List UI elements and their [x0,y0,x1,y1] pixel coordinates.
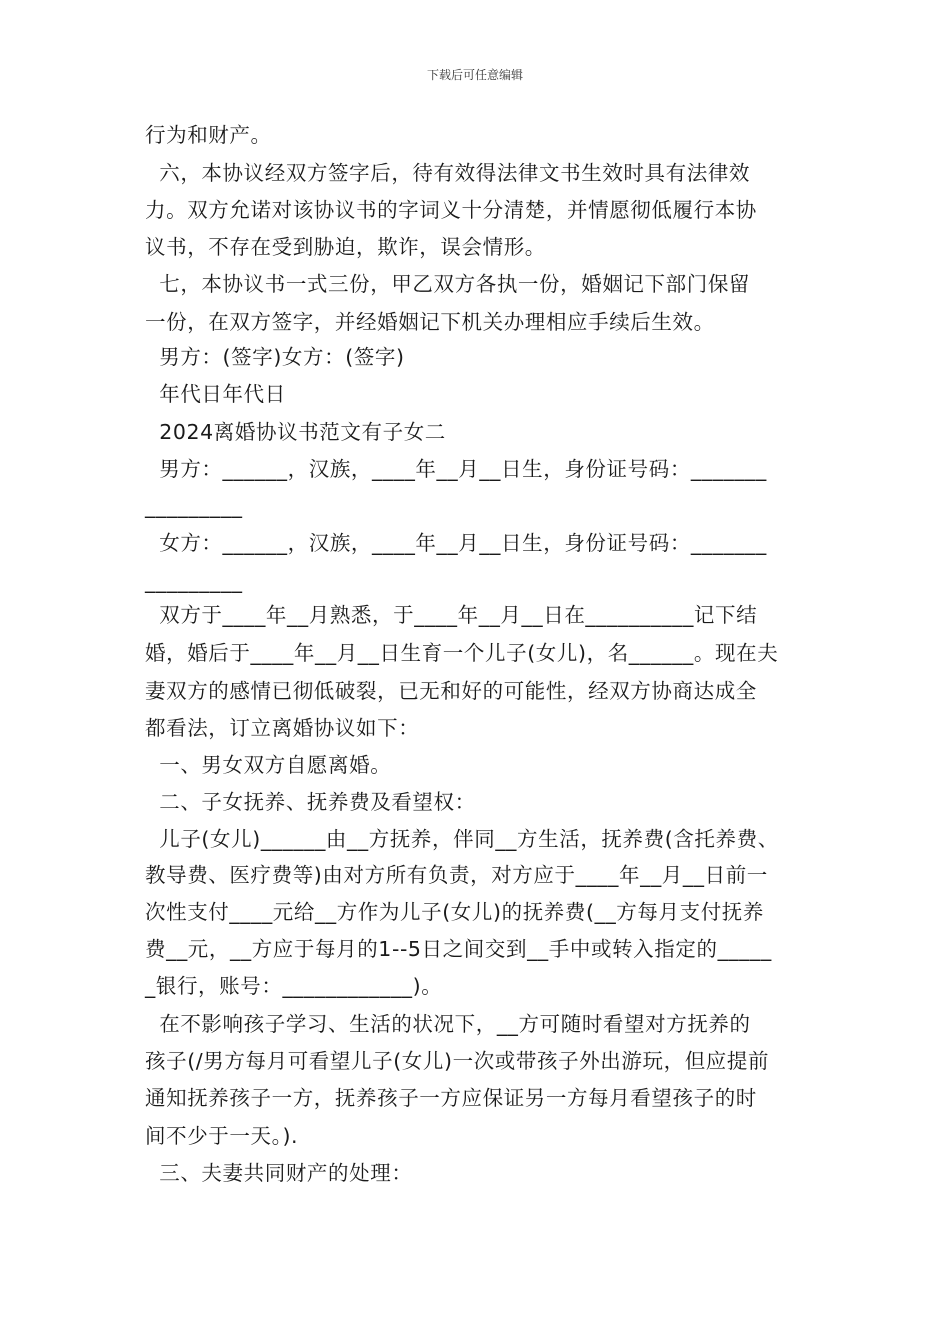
page-header: 下载后可任意编辑 [426,68,523,82]
text-line: 男方：______，汉族，____年__月__日生，身份证号码：_______ [145,457,767,481]
text-line: 一、男女双方自愿离婚。 [145,753,392,777]
text-line: 男方：(签字)女方：(签字) [145,345,405,369]
text-line: 间不少于一天。). [145,1124,299,1148]
text-line: 在不影响孩子学习、生活的状况下，__方可随时看望对方抚养的 [145,1012,751,1036]
text-line: 行为和财产。 [145,123,272,147]
text-line: 七，本协议书一式三份，甲乙双方各执一份，婚姻记下部门保留 [145,272,751,296]
text-line: 次性支付____元给__方作为儿子(女儿)的抚养费(__方每月支付抚养 [145,900,764,924]
text-line: 婚，婚后于____年__月__日生育一个儿子(女儿)，名______。现在夫 [145,641,779,665]
text-line: _银行，账号：____________)。 [145,974,443,998]
text-line: 费__元，__方应于每月的1--5日之间交到__手中或转入指定的_____ [145,937,772,961]
text-line: 六，本协议经双方签字后，待有效得法律文书生效时具有法律效 [145,161,751,185]
text-line: 年代日年代日 [145,382,286,406]
text-line: 儿子(女儿)______由__方抚养，伴同__方生活，抚养费(含托养费、 [145,827,779,851]
text-line: 通知抚养孩子一方，抚养孩子一方应保证另一方每月看望孩子的时 [145,1086,757,1110]
text-line: 2024离婚协议书范文有子女二 [145,420,446,444]
text-line: 女方：______，汉族，____年__月__日生，身份证号码：_______ [145,531,767,555]
text-line: 二、子女抚养、抚养费及看望权： [145,790,476,814]
text-line: 妻双方的感情已彻低破裂，已无和好的可能性，经双方协商达成全 [145,679,757,703]
text-line: 一份，在双方签字，并经婚姻记下机关办理相应手续后生效。 [145,310,715,334]
text-line: _________ [145,569,243,593]
text-line: 三、夫妻共同财产的处理： [145,1161,413,1185]
text-line: 双方于____年__月熟悉，于____年__月__日在__________记下结 [145,603,758,627]
text-line: 力。双方允诺对该协议书的字词义十分清楚，并情愿彻低履行本协 [145,198,757,222]
text-line: 都看法，订立离婚协议如下： [145,716,420,740]
text-line: _________ [145,494,243,518]
text-line: 议书，不存在受到胁迫，欺诈，误会情形。 [145,235,546,259]
text-line: 孩子(/男方每月可看望儿子(女儿)一次或带孩子外出游玩，但应提前 [145,1049,770,1073]
text-line: 教导费、医疗费等)由对方所有负责，对方应于____年__月__日前一 [145,863,768,887]
